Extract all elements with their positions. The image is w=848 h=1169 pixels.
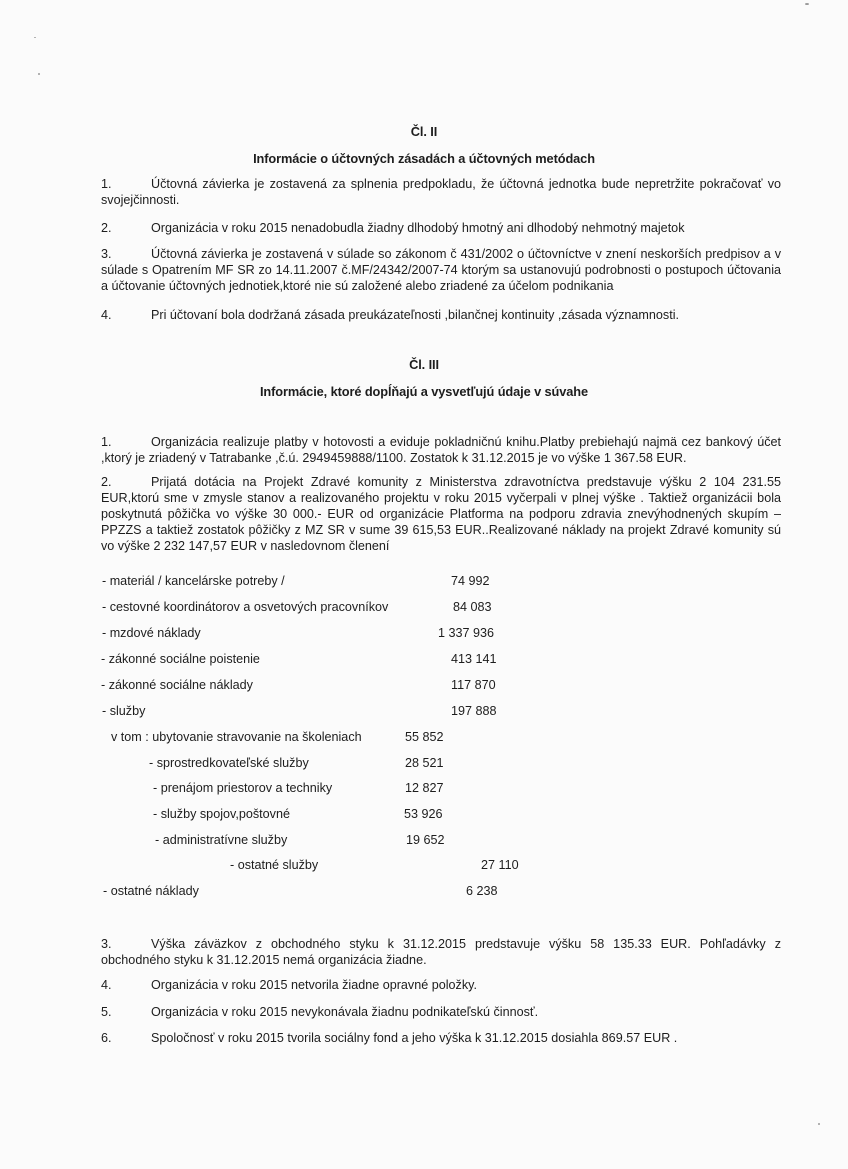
- section-2-number: Čl. II: [410, 124, 438, 139]
- item-text: Účtovná závierka je zostavená v súlade so zákonom č 431/2002 o účtovníctve v znení neskorších predpisov a v súlade s Opatrením MF SR zo 14.11.2007 č.MF/24342/2007-74 ktorým sa ustanovujú podrobnosti o postupoch účtovania a účtovanie účtovných jednotiek,ktoré nie sú založené alebo zriadené za účelom podnikania: [101, 247, 781, 293]
- item-number: 3.: [101, 247, 112, 261]
- item-number: 2.: [101, 221, 112, 235]
- item-number: 2.: [101, 475, 112, 489]
- section-2-item-3: [101, 246, 781, 294]
- scan-speck: [38, 73, 40, 75]
- cost-label: - služby: [102, 704, 146, 718]
- cost-label: - prenájom priestorov a techniky: [153, 781, 333, 795]
- item-text: Spoločnosť v roku 2015 tvorila sociálny fond a jeho výška k 31.12.2015 dosiahla 869.57 EUR .: [151, 1031, 678, 1045]
- cost-label: - materiál / kancelárske potreby /: [102, 574, 285, 588]
- cost-value: 27 110: [481, 858, 519, 872]
- cost-label: - administratívne služby: [155, 833, 288, 847]
- cost-label: - zákonné sociálne poistenie: [101, 652, 260, 666]
- cost-label: - služby spojov,poštovné: [153, 807, 290, 821]
- item-text: Výška záväzkov z obchodného styku k 31.12.2015 predstavuje výšku 58 135.33 EUR. Pohľadávky z obchodného styku k 31.12.2015 nemá organizácia žiadne.: [101, 937, 781, 967]
- scan-speck: [805, 3, 809, 5]
- item-number: 1.: [101, 177, 112, 191]
- section-3-item-2: [101, 474, 781, 554]
- item-text: Účtovná závierka je zostavená za splnenia predpokladu, že účtovná jednotka bude nepretržite pokračovať vo svojejčinnosti.: [101, 177, 781, 207]
- cost-label: - mzdové náklady: [102, 626, 201, 640]
- item-text: Organizácia v roku 2015 nenadobudla žiadny dlhodobý hmotný ani dlhodobý nehmotný majetok: [151, 221, 685, 235]
- cost-value: 55 852: [405, 730, 444, 744]
- item-text: Organizácia v roku 2015 netvorila žiadne opravné položky.: [151, 978, 477, 992]
- cost-value: 1 337 936: [438, 626, 495, 640]
- cost-label: - sprostredkovateľské služby: [149, 756, 309, 770]
- cost-label: - ostatné náklady: [103, 884, 199, 898]
- section-3-item-4: [101, 977, 781, 993]
- section-2-item-4: [101, 307, 781, 323]
- section-3-item-6: [101, 1030, 781, 1046]
- cost-value: 84 083: [453, 600, 492, 614]
- cost-label: - zákonné sociálne náklady: [101, 678, 253, 692]
- cost-value: 413 141: [451, 652, 497, 666]
- cost-value: 28 521: [405, 756, 444, 770]
- section-2-item-1: [101, 176, 781, 208]
- item-text: Organizácia realizuje platby v hotovosti a eviduje pokladničnú knihu.Platby prebiehajú najmä cez bankový účet ,ktorý je zriadený v Tatrabanke ,č.ú. 2949459888/1100. Zostatok k 31.12.2015 je vo výške 1 367.58 EUR.: [101, 435, 781, 465]
- item-number: 6.: [101, 1031, 112, 1045]
- cost-value: 74 992: [451, 574, 490, 588]
- section-3-item-5: [101, 1004, 781, 1020]
- section-2-title: Informácie o účtovných zásadách a účtovných metódach: [253, 151, 595, 166]
- cost-value: 197 888: [451, 704, 497, 718]
- section-3-item-1: [101, 434, 781, 466]
- item-number: 4.: [101, 978, 112, 992]
- section-3-number: Čl. III: [409, 357, 439, 372]
- item-number: 3.: [101, 937, 112, 951]
- cost-value: 117 870: [451, 678, 496, 692]
- cost-value: 53 926: [404, 807, 443, 821]
- item-number: 4.: [101, 308, 112, 322]
- item-text: Organizácia v roku 2015 nevykonávala žiadnu podnikateľskú činnosť.: [151, 1005, 539, 1019]
- cost-label: - cestovné koordinátorov a osvetových pracovníkov: [102, 600, 389, 614]
- section-3-title: Informácie, ktoré dopĺňajú a vysvetľujú údaje v súvahe: [259, 384, 589, 399]
- cost-label: - ostatné služby: [230, 858, 319, 872]
- item-text: Pri účtovaní bola dodržaná zásada preukázateľnosti ,bilančnej kontinuity ,zásada významnosti.: [151, 308, 680, 322]
- cost-value: 6 238: [466, 884, 498, 898]
- section-3-item-3: [101, 936, 781, 968]
- item-number: 1.: [101, 435, 112, 449]
- item-number: 5.: [101, 1005, 112, 1019]
- scan-speck: [818, 1123, 820, 1125]
- scan-speck: [34, 37, 36, 38]
- cost-value: 19 652: [406, 833, 445, 847]
- cost-value: 12 827: [405, 781, 444, 795]
- item-text: Prijatá dotácia na Projekt Zdravé komunity z Ministerstva zdravotníctva predstavuje výšku 2 104 231.55 EUR,ktorú sme v zmysle stanov a realizovaného projektu v roku 2015 vyčerpali v plnej výške . Taktiež organizácii bola poskytnutá pôžička vo výške 30 000.- EUR od organizácie Platforma na podporu zdravia znevýhodnených skupím – PPZZS a taktiež zostatok pôžičky z MZ SR v sume 39 615,53 EUR..Realizované náklady na projekt Zdravé komunity sú vo výške 2 232 147,57 EUR v nasledovnom členení: [101, 475, 781, 553]
- section-2-item-2: [101, 220, 781, 236]
- cost-label: v tom : ubytovanie stravovanie na školeniach: [111, 730, 362, 744]
